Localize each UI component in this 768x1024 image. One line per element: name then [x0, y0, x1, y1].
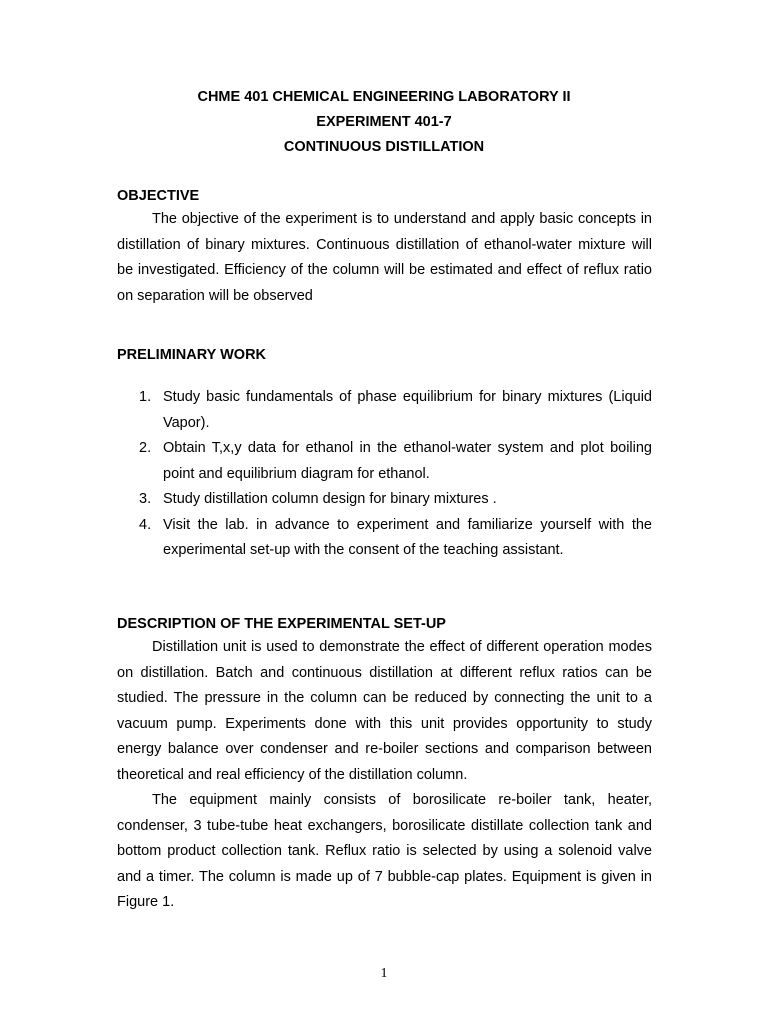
list-item [117, 385, 652, 436]
page-number: 1 [380, 966, 388, 981]
list-item-number: 2. [139, 440, 152, 456]
list-item-text: Study distillation column design for binary mixtures . [163, 491, 497, 507]
document-title: CONTINUOUS DISTILLATION [283, 139, 485, 155]
experiment-number: EXPERIMENT 401-7 [316, 114, 452, 130]
list-item [117, 513, 652, 564]
objective-paragraph: The objective of the experiment is to understand and apply basic concepts in distillation of binary mixtures. Continuous distillation of ethanol-water mixture will be investigated. Efficiency of the column will be estimated and effect of reflux ratio on separation will be observed [117, 211, 652, 304]
preliminary-work-heading: PRELIMINARY WORK [117, 347, 267, 363]
list-item [117, 436, 652, 487]
description-heading: DESCRIPTION OF THE EXPERIMENTAL SET-UP [117, 616, 446, 632]
list-item-text: Study basic fundamentals of phase equilibrium for binary mixtures (Liquid Vapor). [163, 389, 652, 431]
list-item [117, 487, 652, 513]
list-item-number: 3. [139, 491, 152, 507]
list-item-number: 1. [139, 389, 152, 405]
list-item-text: Visit the lab. in advance to experiment and familiarize yourself with the experimental set-up with the consent of the teaching assistant. [163, 516, 652, 558]
list-item-number: 4. [139, 516, 152, 533]
course-title: CHME 401 CHEMICAL ENGINEERING LABORATORY II [197, 89, 571, 105]
description-paragraph-2: The equipment mainly consists of borosilicate re-boiler tank, heater, condenser, 3 tube-tube heat exchangers, borosilicate distillate collection tank and bottom product collection tank. Reflux ratio is selected by using a solenoid valve and a timer. The column is made up of 7 bubble-cap plates. Equipment is given in Figure 1. [117, 792, 652, 910]
preliminary-work-list [117, 385, 652, 564]
list-item-text: Obtain T,x,y data for ethanol in the ethanol-water system and plot boiling point and equilibrium diagram for ethanol. [163, 440, 652, 482]
objective-heading: OBJECTIVE [117, 188, 200, 204]
description-paragraph-1: Distillation unit is used to demonstrate the effect of different operation modes on distillation. Batch and continuous distillation at different reflux ratios can be studied. The pressure in the column can be reduced by connecting the unit to a vacuum pump. Experiments done with this unit provides opportunity to study energy balance over condenser and re-boiler sections and comparison between theoretical and real efficiency of the distillation column. [117, 639, 652, 783]
